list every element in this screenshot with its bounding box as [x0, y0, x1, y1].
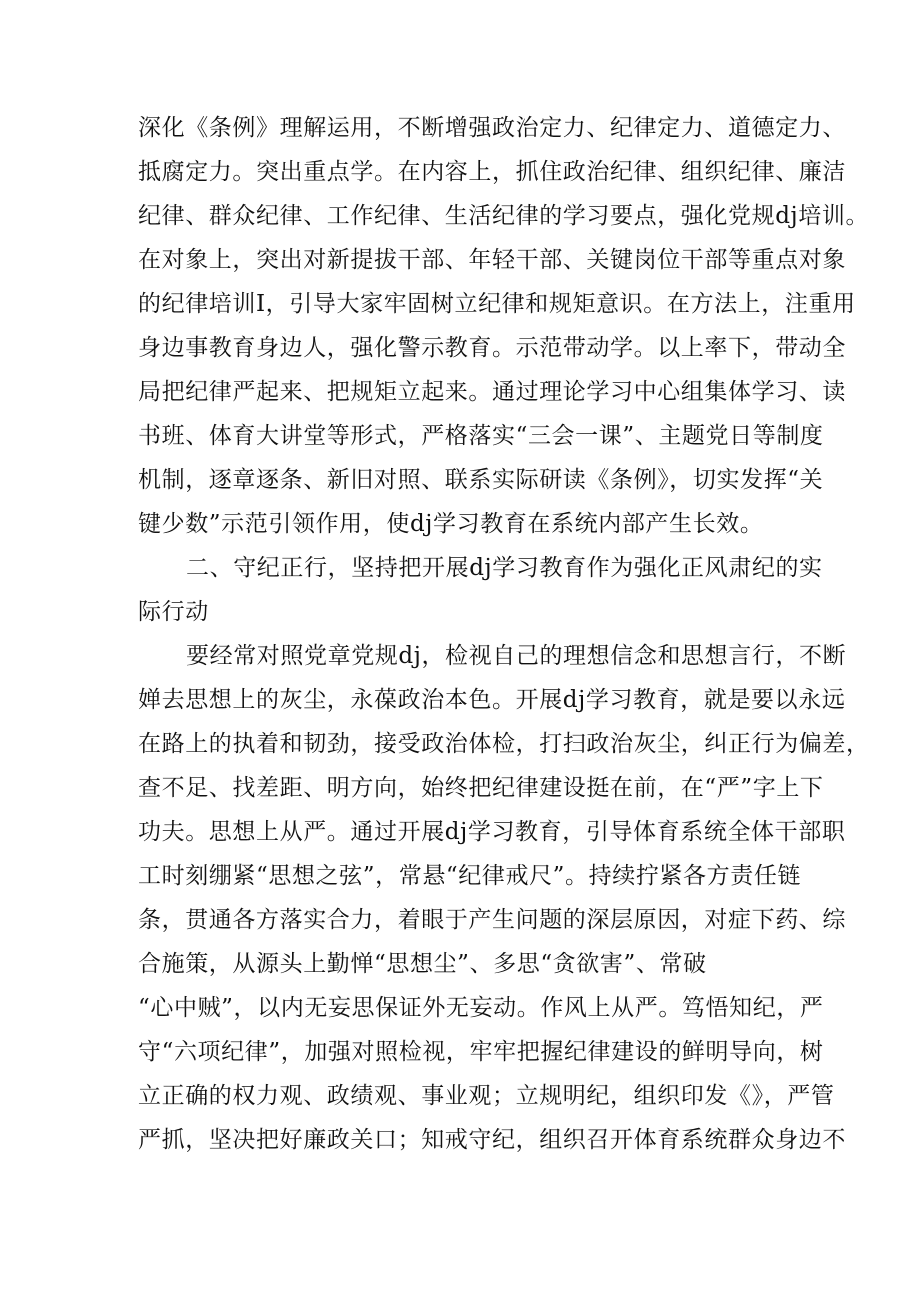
paragraph-line: 纪律、群众纪律、工作纪律、生活纪律的学习要点，强化党规dj培训。	[138, 203, 870, 229]
paragraph-line: 抵腐定力。突出重点学。在内容上，抓住政治纪律、组织纪律、廉洁	[138, 159, 846, 185]
paragraph-line: 查不足、找差距、明方向，始终把纪律建设挺在前，在“严”字上下	[138, 775, 824, 801]
paragraph-line: 在路上的执着和韧劲，接受政治体检，打扫政治灰尘，纠正行为偏差，	[138, 731, 870, 757]
paragraph-line: 书班、体育大讲堂等形式，严格落实“三会一课”、主题党日等制度	[138, 423, 824, 449]
section-heading-line: 二、守纪正行，坚持把开展dj学习教育作为强化正风肃纪的实	[186, 555, 823, 581]
paragraph-line: 的纪律培训I，引导大家牢固树立纪律和规矩意识。在方法上，注重用	[138, 291, 856, 317]
paragraph-line: “心中贼”，以内无妄思保证外无妄动。作风上从严。笃悟知纪，严	[138, 995, 824, 1021]
paragraph-line: 机制，逐章逐条、新旧对照、联系实际研读《条例》，切实发挥“关	[138, 467, 824, 493]
paragraph-line: 条，贯通各方落实合力，着眼于产生问题的深层原因，对症下药、综	[138, 907, 846, 933]
section-heading-line: 际行动	[138, 599, 209, 625]
paragraph-line: 功夫。思想上从严。通过开展dj学习教育，引导体育系统全体干部职	[138, 819, 846, 845]
paragraph-line: 深化《条例》理解运用，不断增强政治定力、纪律定力、道德定力、	[138, 115, 846, 141]
paragraph-line: 键少数”示范引领作用，使dj学习教育在系统内部产生长效。	[138, 511, 764, 537]
paragraph-line: 要经常对照党章党规dj，检视自己的理想信念和思想言行，不断	[186, 643, 847, 669]
paragraph-line: 在对象上，突出对新提拔干部、年轻干部、关键岗位干部等重点对象	[138, 247, 846, 273]
paragraph-line: 严抓，坚决把好廉政关口；知戒守纪，组织召开体育系统群众身边不	[138, 1127, 846, 1153]
paragraph-line: 局把纪律严起来、把规矩立起来。通过理论学习中心组集体学习、读	[138, 379, 846, 405]
paragraph-line: 婵去思想上的灰尘，永葆政治本色。开展dj学习教育，就是要以永远	[138, 687, 846, 713]
paragraph-line: 身边事教育身边人，强化警示教育。示范带动学。以上率下，带动全	[138, 335, 846, 361]
paragraph-line: 守“六项纪律”，加强对照检视，牢牢把握纪律建设的鲜明导向，树	[138, 1039, 824, 1065]
paragraph-line: 立正确的权力观、政绩观、事业观；立规明纪，组织印发《》，严管	[138, 1083, 835, 1109]
paragraph-line: 工时刻绷紧“思想之弦”，常悬“纪律戒尺”。持续拧紧各方责任链	[138, 863, 802, 889]
paragraph-line: 合施策，从源头上勤惮“思想尘”、多思“贪欲害”、常破	[138, 951, 707, 977]
